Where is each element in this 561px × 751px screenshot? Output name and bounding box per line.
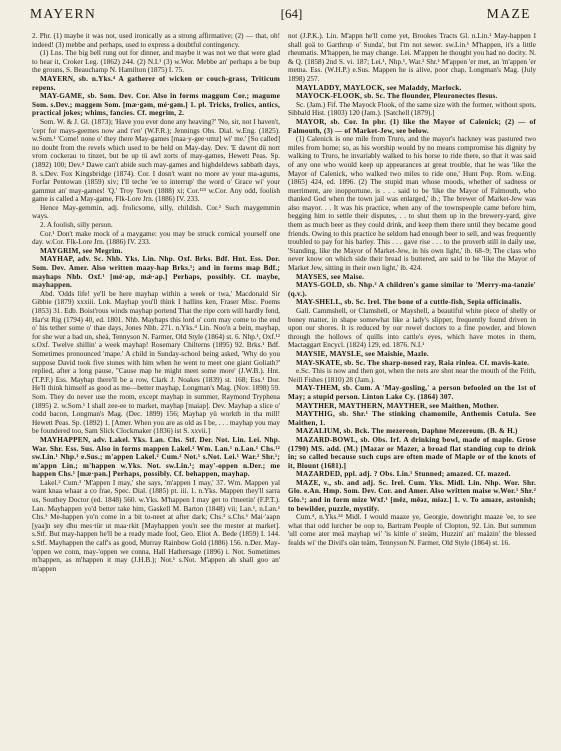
entry-paragraph: not (J.P.K.). Lin. M'appn he'll come yet, Brookes Tracts Gl. n.Lin.¹ May-happen I shall goä to Garthrup o' Sunda', but I'm not sewer. sw.Lin.¹ M'happen, it's a little rheumatis. M'happen, he may change. Lei. M'appen he thought you had no docity. N. & Q. (1858) 2nd S. vi. 187; Lei.¹, Nhp.¹, War.² Shr.¹ M'appen 'er met, an 'm'appen 'er metna. Ess. (W.H.P.) e.Sus. Mappen he is alive, poor chap, Longman's Mag. (July 1898) 257.	[288, 32, 536, 83]
entry-paragraph: Sc. (Jam.) Fif. The Mayock Flook, of the same size with the former, without spots, Sibbald Hist. (1803) 120 (Jam.). [Satchell (1879).]	[288, 100, 536, 118]
entry-headword: MAYOR, sb. Cor. In phr. (1) like the Mayor of Calenick; (2) — of Falmouth, (3) — of Market-Jew, see below.	[288, 117, 536, 135]
entry-headword: MAYGRIM, see Megrim.	[40, 246, 123, 255]
entry-headword: MAYSIE, MAYSLE, see Maishie, Mazle.	[296, 349, 429, 358]
entry-paragraph: (1) Calenick is one mile from Truro, and the mayor's hackney was pastured two miles from home; so, as his worship would by no means compromise his dignity by walking to Truro, he invariably walked to his horse to ride there, so that it was said of any one who would keep up appearances at great trouble, that he was 'like the Mayor of Calenick, who walked two miles to ride one,' Hunt Pop. Rom. w.Eng. (1865) 424, ed. 1896. (2) The stupid man whose moods, whether of sadness or merriment, are inopportune, is . . . said to be 'like the Mayor of Falmouth, who thanked God when the town jail was enlarged,' ib.; The brewer of Market-Jew was also mayor. . . It was his practice, when any of the townspeople came before him, begging him to settle their disputes, . . to shut them up in the brewery-yard, give them as much beer as they could drink, and keep them there until they became good friends. Owing to this practice he seldom had enough beer to sell, and was frequently troubled to pay for his barley. This . . . gave rise . . . to the proverb still in daily use, 'Standing, like the Mayor of Market-Jew, in his own light,' ib. 68–9; The class who never know on which side their bread is buttered, are said to be 'like the Mayor of Market Jew, sitting in their own light,' ib. 424.	[288, 135, 536, 273]
entry-headword: MAYTHER, MAYTHERN, MAYTHER, see Maithen, Mother.	[296, 401, 499, 410]
page-header	[30, 5, 531, 23]
entry-paragraph: Lakel.² Cum.² 'M'appen I may,' she says, 'm'appen I may,' 37. Wm. Mappen yal want knaa whaar a co frae, Spec. Dial. (1885) pt. iii. 1. n.Yks. Mappen they'll sarra us, Southey Doctor (ed. 1848) 560. w.Yks. M'happen I may get to t'meetin' (F.P.T.). Lan. Mayhappen yo'd better take him, Gaskell M. Barton (1848) vii; Lan.¹, n.Lan.¹ Chs.¹ Me-happen yo'n come in a bit to-neet at after dark; Chs.³ s.Chs.¹ Mai·'aapn [yaa]n sey dhu mes·tür ut maa·rkit [Mayhappen you'n see the mester at market]. s.Stf. But may-happen he'll be a ready made fool, Geo. Eliot A. Bede (1859) I. 144. s.Stf. Mayhappen the calf's as good, Murray Rainbow Gold (1886) 156. n.Der. May-'oppen we conn, may-'oppen we conna, Hall Hathersage (1896) i. Not. Sometimes m'happen, as m'happen it may (J.H.B.); Not.¹ s.Not. M'appen ah shall goo an' m'appen	[32, 478, 280, 573]
running-head-left: MAYERN	[30, 6, 97, 21]
entry-paragraph: 2. A foolish, silly person.	[40, 221, 113, 230]
entry-headword: MAY-THEM, sb. Cum. A 'May-gosling,' a person befooled on the 1st of May; a stupid person. Linton Lake Cy. (1864) 307.	[288, 384, 536, 401]
entry-headword: MAZARD-BOWL, sb. Obs. Irf. A drinking bowl, made of maple. Grose (1790) MS. add. (M.) [Mazar or Mazer, a broad flat standing cup to drink in; so called because such cups are often made of Maple or of the knots of it, Blount (1681).]	[288, 435, 536, 470]
entry-headword: MAY-GAME, sb. Som. Dev. Cor. Also in forms maggum Cor.; magume Som. s.Dev.; maggem Som. [mæ·gəm, mé·gəm.] 1. pl. Tricks, frolics, antics, practical jokes; whims, fancies. Cf. megrim, 2.	[32, 92, 280, 118]
entry-paragraph: Gall. Cammshell, or Clamshell, or Mayshell, a beautiful white piece of shelly or boney matter, in shape somewhat like a lady's slipper, frequently found driven in upon our shores. It is reduced by our rowel doctors to a fine powder, and blown through the hollows of quills into cattle's eyes, which have motes in them, Mactaggart Encycl. (1824) 129, ed. 1876. N.I.¹	[288, 307, 536, 350]
entry-headword: MAYLADDY, MAYLOCK, see Maladdy, Marlock.	[296, 83, 462, 92]
left-column	[32, 32, 280, 744]
right-column	[288, 32, 536, 744]
page-number: [64]	[280, 6, 303, 21]
entry-headword: MAYSES, see Maise.	[296, 272, 365, 281]
running-head-right: MAZE	[486, 6, 531, 21]
entry-paragraph: e.Sc. This is now and then got, when the nets are shot near the mouth of the Frith, Neill Fishes (1810) 28 (Jam.).	[288, 367, 536, 384]
entry-paragraph: Cor.¹ Don't make mock of a maygame: you may be struck comical yourself one day. w.Cor. Flk-Lore Jrn. (1886) IV. 233.	[32, 229, 280, 247]
entry-headword: MAZE, v., sb. and adj. Sc. Irel. Cum. Yks. Midl. Lin. Nhp. Wor. Shr. Glo. e.An. Hmp. Som. Dev. Cor. and Amer. Also written maise w.Wor.¹ Shr.² Glo.¹; and in form mize Wxf.¹ [mēz, mēəz, miəz.] 1. v. To amaze, astonish; to bewilder, puzzle, mystify.	[288, 478, 536, 513]
entry-headword: MAYTHIG, sb. Shr.¹ The stinking chamomile, Anthemis Cotula. See Maithen, 1.	[288, 410, 536, 427]
entry-paragraph: Hence May-gemmin, adj. frolicsome, silly, childish. Cor.² Such maygemmin ways.	[32, 203, 280, 221]
entry-headword: MAY-SKATE, sb. Sc. The sharp-nosed ray, Raia rinlea. Cf. mavis-kate.	[296, 358, 530, 367]
entry-headword: MAYHAPPEN, adv. Lakel. Yks. Lan. Chs. Stf. Der. Not. Lin. Lei. Nhp. War. Shr. Ess. Sus. Also in forms mappen Lakel.² Wm. Lan.¹ n.Lan.¹ Chs.¹² sw.Lin.¹ Nhp.¹ e.Sus.; m'appen Lakel.² Cum.² Not.¹ s.Not. Lei.¹ War.² Shr.¹; m'appn Lin.; m'happen w.Yks. Not. sw.Lin.¹; may'-oppen n.Der.; me happen Chs.¹ [mæ·pən.] Perhaps, possibly. Cf. behappen, mayhap.	[32, 435, 280, 479]
entry-headword: MAZALIUM, sb. Bck. The mezereon, Daphne Mezereum. (B. & H.)	[296, 427, 518, 436]
entry-headword: MAYOCK-FLOOK, sb. Sc. The flounder, Pleuronectes flesus.	[296, 92, 498, 101]
entry-paragraph: Abd. 'Odds life! ye'll be here mayhap within a week or twa,' Macdonald Sir Gibbie (1879) xxxiii. Lnk. Mayhap you'll think I hallins ken, Fraser Misc. Poems (1853) 31. Edb. Boist'rous winds mayhap portend That the ripe corn will hardly fend, Har'st Rig (1794) 40, ed. 1801. Nhb. Mayhaps this lord o' corn may come to the end o' his tether some o' thae days, Jones Nhb. 271. n.Yks.⁴ Lin. Noo'n a bein, mayhap, for she wur a bad un, sheä, Tennyson N. Farmer, Old Style (1864) st. 6. Nhp.¹, Oxf.¹² s.Oxf. Twelve shillin' a week mayhap! Rosemary Chilterns (1895) 92. Brks.¹ Bdf. Sometimes pronounced 'mape.' A child in Sunday-school being asked, 'Why do you suppose David took five stones with him when he went to meet one giant Goliath?' replied, after a long pause, ''Cause map he might meet some more' (J.W.B.). Hnt. (T.P.F.) Ess. Mayhap there'll be a row, Clark J. Noakes (1839) st. 168; Ess.¹ Dor. He'll think himself as good as me—better mayhap, Longman's Mag. (Nov. 1898) 59. Som. They do never use the room, except mayhap in summer, Raymond Tryphena (1895) 2. w.Som.¹ I shall zee-ee to market, mayhap [maiap]. Dev. Mayhap a slice o' codd bacon, Longman's Mag. (Dec. 1899) 156; Mayhap yü workth in tha mill! Hewett Peas. Sp. (1892) 1. [Amer. When you are as old as I be, . . . mayhap you may be foundered too, Sam Slick Clockmaker (1836) ist S. xxvii.]	[32, 289, 280, 436]
entry-headword: MAY-SHELL, sb. Sc. Irel. The bone of a cuttle-fish, Sepia officinalis.	[296, 298, 522, 307]
entry-headword: MAZARDED, ppl. adj. ? Obs. Lin.¹ Stunned; amazed. Cf. mazed.	[296, 470, 511, 479]
entry-headword: MAYHAP, adv. Sc. Nhb. Yks. Lin. Nhp. Oxf. Brks. Bdf. Hnt. Ess. Dor. Som. Dev. Amer. Also written maay-hap Brks.¹; and in forms map Bdf.; mayhaps Nhb. Oxf.¹ [mé·ap, mǽ·ap.] Perhaps, possibly. Cf. maybe, mayhappen.	[32, 255, 280, 290]
entry-paragraph: Cum.⁴, n.Yks.²⁴ Midl. I would maaze ye, Georgie, downright maaze 'ee, to see what that odd lurcher be oop to, Bartram People of Clopton, 92. Lin. But summun 'ull come ater meä mayhap wi' 'is kittle o' steäm, Huzzin' an' maäzin' the blessed fealds wi' the Divil's oän teäm, Tennyson N. Farmer, Old Style (1864) st. 16.	[288, 513, 536, 548]
entry-paragraph: (1) Lns. The big bell rung out for dinner, and maybe it was not we that were glad to hear it, Croker Leg. (1862) 244. (2) N.I.¹ (3) w.Wor. Mebbe an' perhaps a be bup the grouns, S. Beauchamp N. Hamilton (1875) I. 75.	[32, 49, 280, 75]
entry-headword: MAYERN, sb. n.Yks.⁴ A gatherer of wicken or couch-grass, Triticum repens.	[32, 74, 280, 92]
entry-paragraph: Som. W. & J. Gl. (1873); 'Have you ever done any heaving?' 'No, sir, not I haven't, 'cept for mays-geemes now and t'en' (W.F.R.); Jennings Obs. Dial. w.Eng. (1825). w.Som.¹ 'Come! none o' they there May-games [maa·y-gee·umz] wi' me.' [So called] no doubt from the revels which used to be held on May-day. Dev. 'E dawnt dü nort vrom cockerau to tinzet, but be up tü awl zorts of may-games, Hewett Peas. Sp. (1892) 100; Dev.³ Dawe can't abide such may-games and highdeldews sabbath days, 8. s.Dev. Fox Kingsbridge (1874). Cor. I dosn't want no more av your ma-agums, Forfar Pentowan (1859) xiv; I'll teche 'ee to interrup' the word o' Grace wi' your gammut an' may-games! 'Q.' Troy Town (1888) xi; Cor.¹²³ w.Cor. Any odd, foolish game is called a May-game, Flk-Lore Jrn. (1886) IV. 233.	[32, 117, 280, 204]
entry-paragraph: 2. Phr. (1) maybe it was not, used ironically as a strong affirmative; (2) — that, oh! indeed! (3) mebbe and perhaps, used to express a doubtful contingency.	[32, 32, 280, 49]
entry-headword: MAYS-GOLD, sb. Nhp.² A children's game similar to 'Merry-ma-tanzie' (q.v.).	[288, 281, 536, 298]
